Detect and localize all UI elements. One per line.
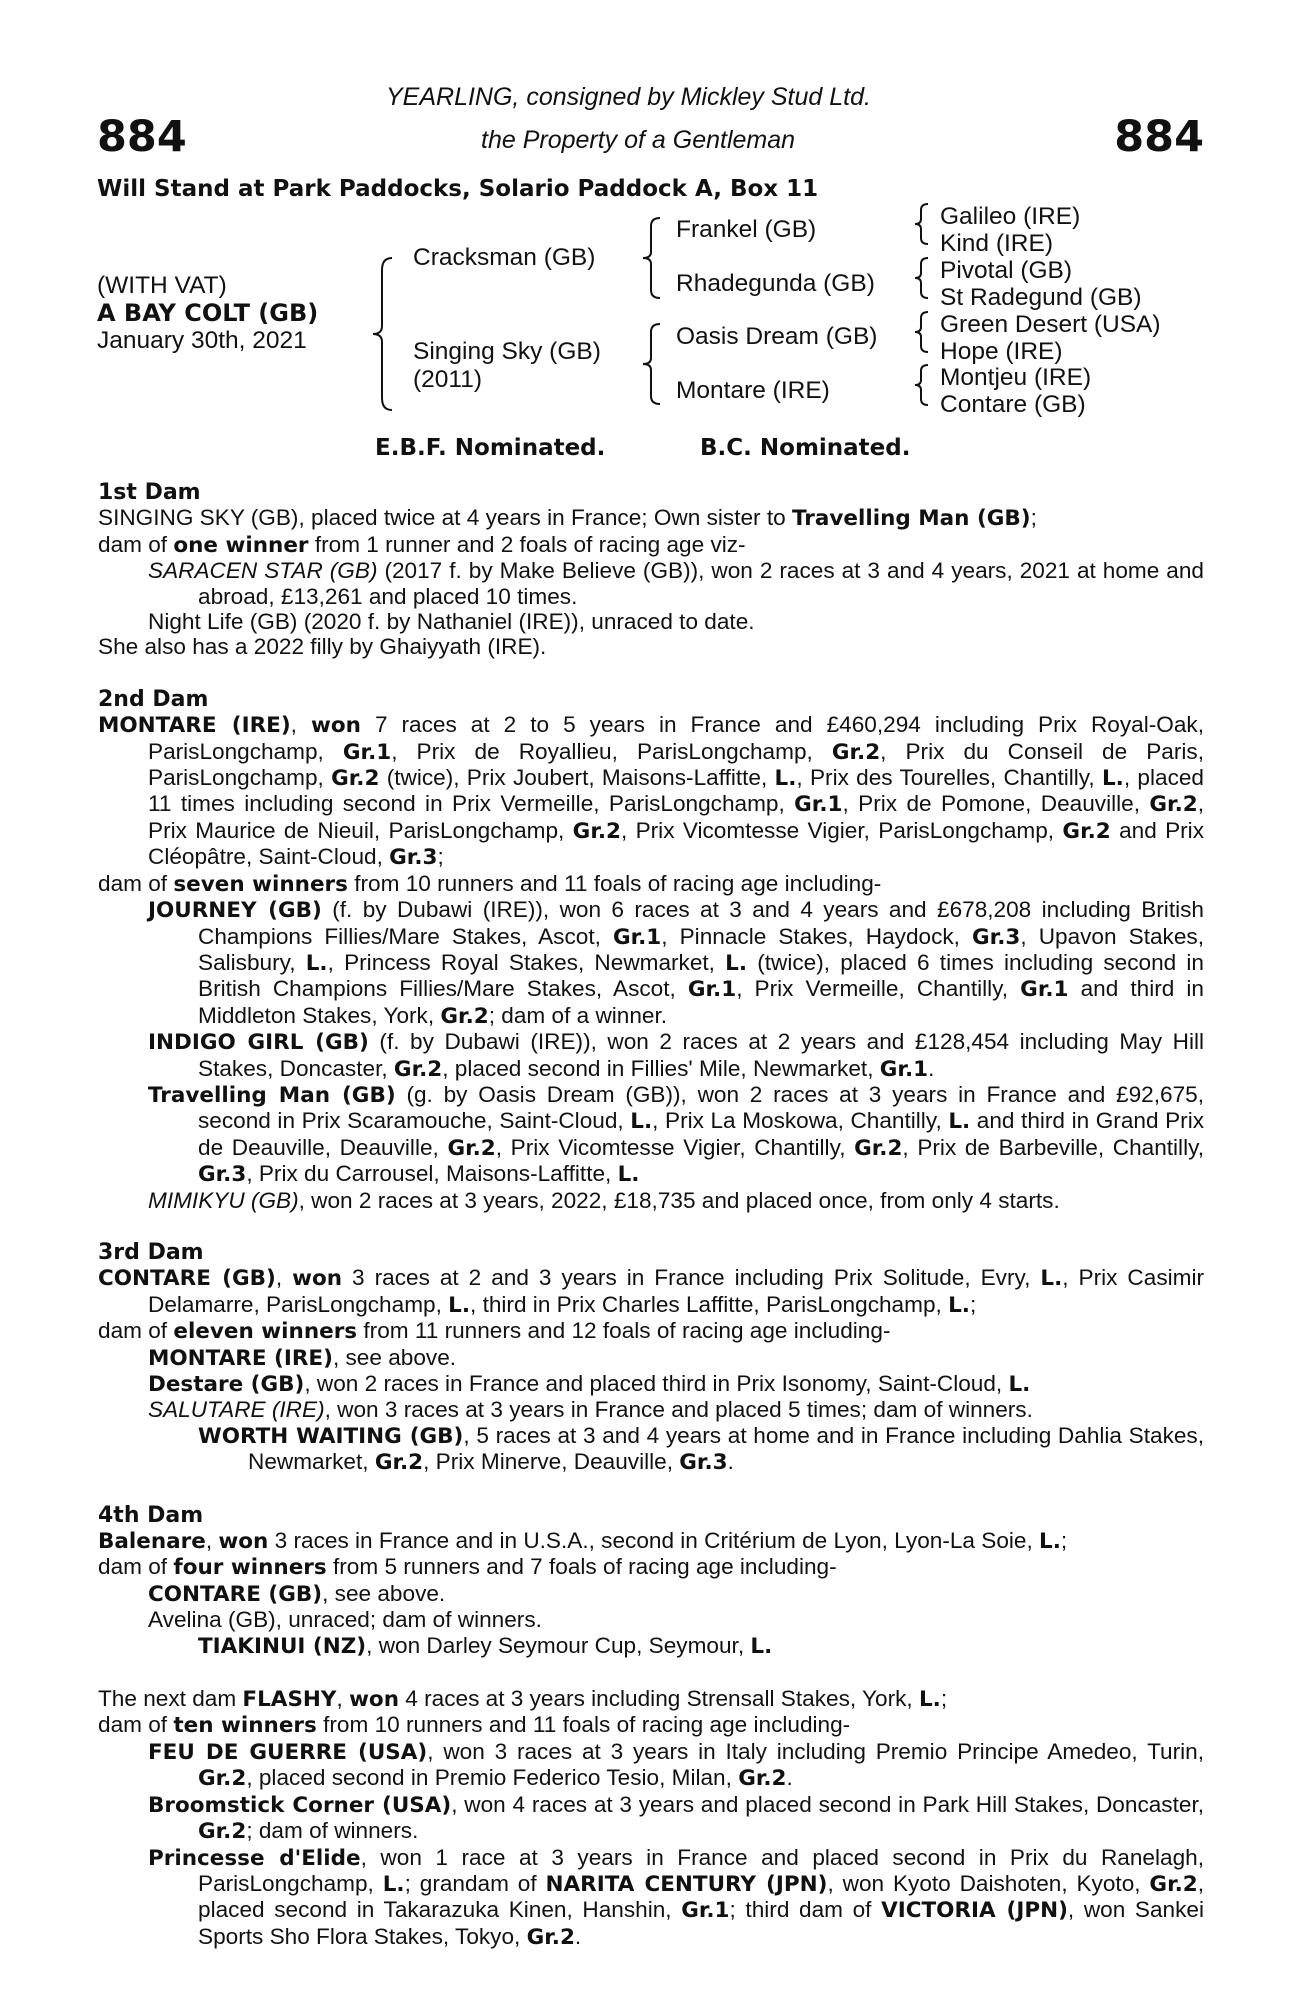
great-grandparent-8: Contare (GB) bbox=[940, 391, 1086, 418]
section-heading-2nd-dam: 2nd Dam bbox=[98, 686, 209, 712]
paragraph: MIMIKYU (GB), won 2 races at 3 years, 2022, £18,735 and placed once, from only 4 starts. bbox=[148, 1187, 1060, 1213]
lot-number-right: 884 bbox=[1114, 112, 1204, 162]
paragraph: INDIGO GIRL (GB) (f. by Dubawi (IRE)), won 2 races at 2 years and £128,454 including May Hill Stakes, Doncaster, Gr.2, placed second in Fillies' Mile, Newmarket, Gr.1. bbox=[148, 1029, 1204, 1082]
sire-dam-name: Rhadegunda (GB) bbox=[676, 270, 875, 297]
paragraph: dam of seven winners from 10 runners and 11 foals of racing age including- bbox=[98, 870, 882, 897]
great-grandparent-6: Hope (IRE) bbox=[940, 338, 1063, 365]
paragraph: JOURNEY (GB) (f. by Dubawi (IRE)), won 6 races at 3 and 4 years and £678,208 including British Champions Fillies/Mare Stakes, Ascot, Gr.1, Pinnacle Stakes, Haydock, Gr.3, Upavon Stakes, Salisbury, L., Princess Royal Stakes, Newmarket, L. (twice), placed 6 times including second in British Champions Fillies/Mare Stakes, Ascot, Gr.1, Prix Vermeille, Chantilly, Gr.1 and third in Middleton Stakes, York, Gr.2; dam of a winner. bbox=[148, 897, 1204, 1029]
pedigree-brace-g2 bbox=[912, 256, 932, 300]
section-heading-4th-dam: 4th Dam bbox=[98, 1502, 204, 1528]
stand-location: Will Stand at Park Paddocks, Solario Paddock A, Box 11 bbox=[97, 176, 819, 202]
paragraph: She also has a 2022 filly by Ghaiyyath (IRE). bbox=[98, 634, 547, 660]
dam-sire-name: Oasis Dream (GB) bbox=[676, 323, 878, 350]
next-dam-section bbox=[98, 1686, 1204, 1950]
paragraph: FEU DE GUERRE (USA), won 3 races at 3 years in Italy including Premio Principe Amedeo, Turin, Gr.2, placed second in Premio Federico Tesio, Milan, Gr.2. bbox=[148, 1738, 1204, 1792]
dam-name: Singing Sky (GB) bbox=[413, 338, 601, 365]
paragraph: dam of one winner from 1 runner and 2 foals of racing age viz- bbox=[98, 531, 746, 558]
dam-year: (2011) bbox=[413, 366, 483, 393]
vat-label: (WITH VAT) bbox=[97, 272, 227, 299]
lot-number-left: 884 bbox=[97, 112, 187, 162]
third-dam-section bbox=[98, 1240, 1204, 1476]
fourth-dam-section bbox=[98, 1503, 1204, 1659]
great-grandparent-3: Pivotal (GB) bbox=[940, 257, 1073, 284]
paragraph: Princesse d'Elide, won 1 race at 3 years in France and placed second in Prix du Ranelagh, ParisLongchamp, L.; grandam of NARITA CENTURY (JPN), won Kyoto Daishoten, Kyoto, Gr.2, placed second in Takarazuka Kinen, Hanshin, Gr.1; third dam of VICTORIA (JPN), won Sankei Sports Sho Flora Stakes, Tokyo, Gr.2. bbox=[148, 1844, 1205, 1950]
property-line: the Property of a Gentleman bbox=[481, 126, 796, 154]
paragraph: MONTARE (IRE), won 7 races at 2 to 5 years in France and £460,294 including Prix Royal-Oak, ParisLongchamp, Gr.1, Prix de Royallieu, ParisLongchamp, Gr.2, Prix du Conseil de Paris, ParisLongchamp, Gr.2 (twice), Prix Joubert, Maisons-Laffitte, L., Prix des Tourelles, Chantilly, L., placed 11 times including second in Prix Vermeille, ParisLongchamp, Gr.1, Prix de Pomone, Deauville, Gr.2, Prix Maurice de Nieuil, ParisLongchamp, Gr.2, Prix Vicomtesse Vigier, ParisLongchamp, Gr.2 and Prix Cléopâtre, Saint-Cloud, Gr.3; bbox=[98, 712, 1205, 871]
consignment-line: YEARLING, consigned by Mickley Stud Ltd. bbox=[386, 83, 871, 111]
paragraph: Travelling Man (GB) (g. by Oasis Dream (GB)), won 2 races at 3 years in France and £92,675, second in Prix Scaramouche, Saint-Cloud, L., Prix La Moskowa, Chantilly, L. and third in Grand Prix de Deauville, Deauville, Gr.2, Prix Vicomtesse Vigier, Chantilly, Gr.2, Prix de Barbeville, Chantilly, Gr.3, Prix du Carrousel, Maisons-Laffitte, L. bbox=[148, 1081, 1205, 1188]
paragraph: TIAKINUI (NZ), won Darley Seymour Cup, Seymour, L. bbox=[198, 1632, 773, 1659]
paragraph: dam of eleven winners from 11 runners and 12 foals of racing age including- bbox=[98, 1318, 891, 1345]
paragraph: Avelina (GB), unraced; dam of winners. bbox=[148, 1607, 542, 1633]
pedigree-brace-sire bbox=[640, 216, 666, 300]
great-grandparent-4: St Radegund (GB) bbox=[940, 284, 1142, 311]
paragraph: MONTARE (IRE), see above. bbox=[148, 1344, 457, 1371]
sire-name: Cracksman (GB) bbox=[413, 244, 596, 271]
paragraph: The next dam FLASHY, won 4 races at 3 years including Strensall Stakes, York, L.; bbox=[98, 1686, 948, 1713]
dam-dam-name: Montare (IRE) bbox=[676, 377, 830, 404]
section-heading-1st-dam: 1st Dam bbox=[98, 480, 201, 505]
great-grandparent-2: Kind (IRE) bbox=[940, 230, 1054, 257]
pedigree-brace-g1 bbox=[912, 202, 932, 246]
paragraph: CONTARE (GB), won 3 races at 2 and 3 years in France including Prix Solitude, Evry, L., Prix Casimir Delamarre, ParisLongchamp, L., third in Prix Charles Laffitte, ParisLongchamp, L.; bbox=[98, 1265, 1204, 1318]
sire-sire-name: Frankel (GB) bbox=[676, 216, 817, 243]
great-grandparent-7: Montjeu (IRE) bbox=[940, 364, 1092, 391]
section-heading-3rd-dam: 3rd Dam bbox=[98, 1239, 204, 1265]
paragraph: dam of four winners from 5 runners and 7 foals of racing age including- bbox=[98, 1554, 837, 1581]
first-dam-section bbox=[98, 480, 1204, 660]
paragraph: Broomstick Corner (USA), won 4 races at 3 years and placed second in Park Hill Stakes, Doncaster, Gr.2; dam of winners. bbox=[148, 1791, 1204, 1845]
great-grandparent-1: Galileo (IRE) bbox=[940, 203, 1081, 230]
paragraph: CONTARE (GB), see above. bbox=[148, 1580, 446, 1607]
second-dam-section bbox=[98, 687, 1204, 1213]
paragraph: SARACEN STAR (GB) (2017 f. by Make Believe (GB)), won 2 races at 3 and 4 years, 2021 at home and abroad, £13,261 and placed 10 times. bbox=[148, 558, 1204, 609]
bc-nomination: B.C. Nominated. bbox=[700, 435, 911, 461]
catalogue-body bbox=[98, 480, 1204, 1950]
paragraph: SINGING SKY (GB), placed twice at 4 years in France; Own sister to Travelling Man (GB); bbox=[98, 505, 1037, 532]
pedigree-brace-main bbox=[370, 256, 400, 412]
date-of-birth: January 30th, 2021 bbox=[97, 327, 307, 354]
horse-name: A BAY COLT (GB) bbox=[97, 299, 319, 327]
paragraph: SALUTARE (IRE), won 3 races at 3 years in France and placed 5 times; dam of winners. bbox=[148, 1397, 1033, 1423]
paragraph: Balenare, won 3 races in France and in U.S.A., second in Critérium de Lyon, Lyon-La Soie, L.; bbox=[98, 1528, 1068, 1555]
great-grandparent-5: Green Desert (USA) bbox=[940, 311, 1161, 338]
paragraph: Night Life (GB) (2020 f. by Nathaniel (IRE)), unraced to date. bbox=[148, 609, 755, 635]
paragraph: WORTH WAITING (GB), 5 races at 3 and 4 years at home and in France including Dahlia Stakes, Newmarket, Gr.2, Prix Minerve, Deauville, Gr.3. bbox=[198, 1422, 1205, 1476]
paragraph: Destare (GB), won 2 races in France and placed third in Prix Isonomy, Saint-Cloud, L. bbox=[148, 1371, 1031, 1397]
ebf-nomination: E.B.F. Nominated. bbox=[375, 435, 606, 461]
pedigree-brace-g3 bbox=[912, 310, 932, 354]
pedigree-brace-g4 bbox=[912, 363, 932, 407]
pedigree-brace-dam bbox=[640, 322, 666, 406]
paragraph: dam of ten winners from 10 runners and 11 foals of racing age including- bbox=[98, 1712, 851, 1739]
